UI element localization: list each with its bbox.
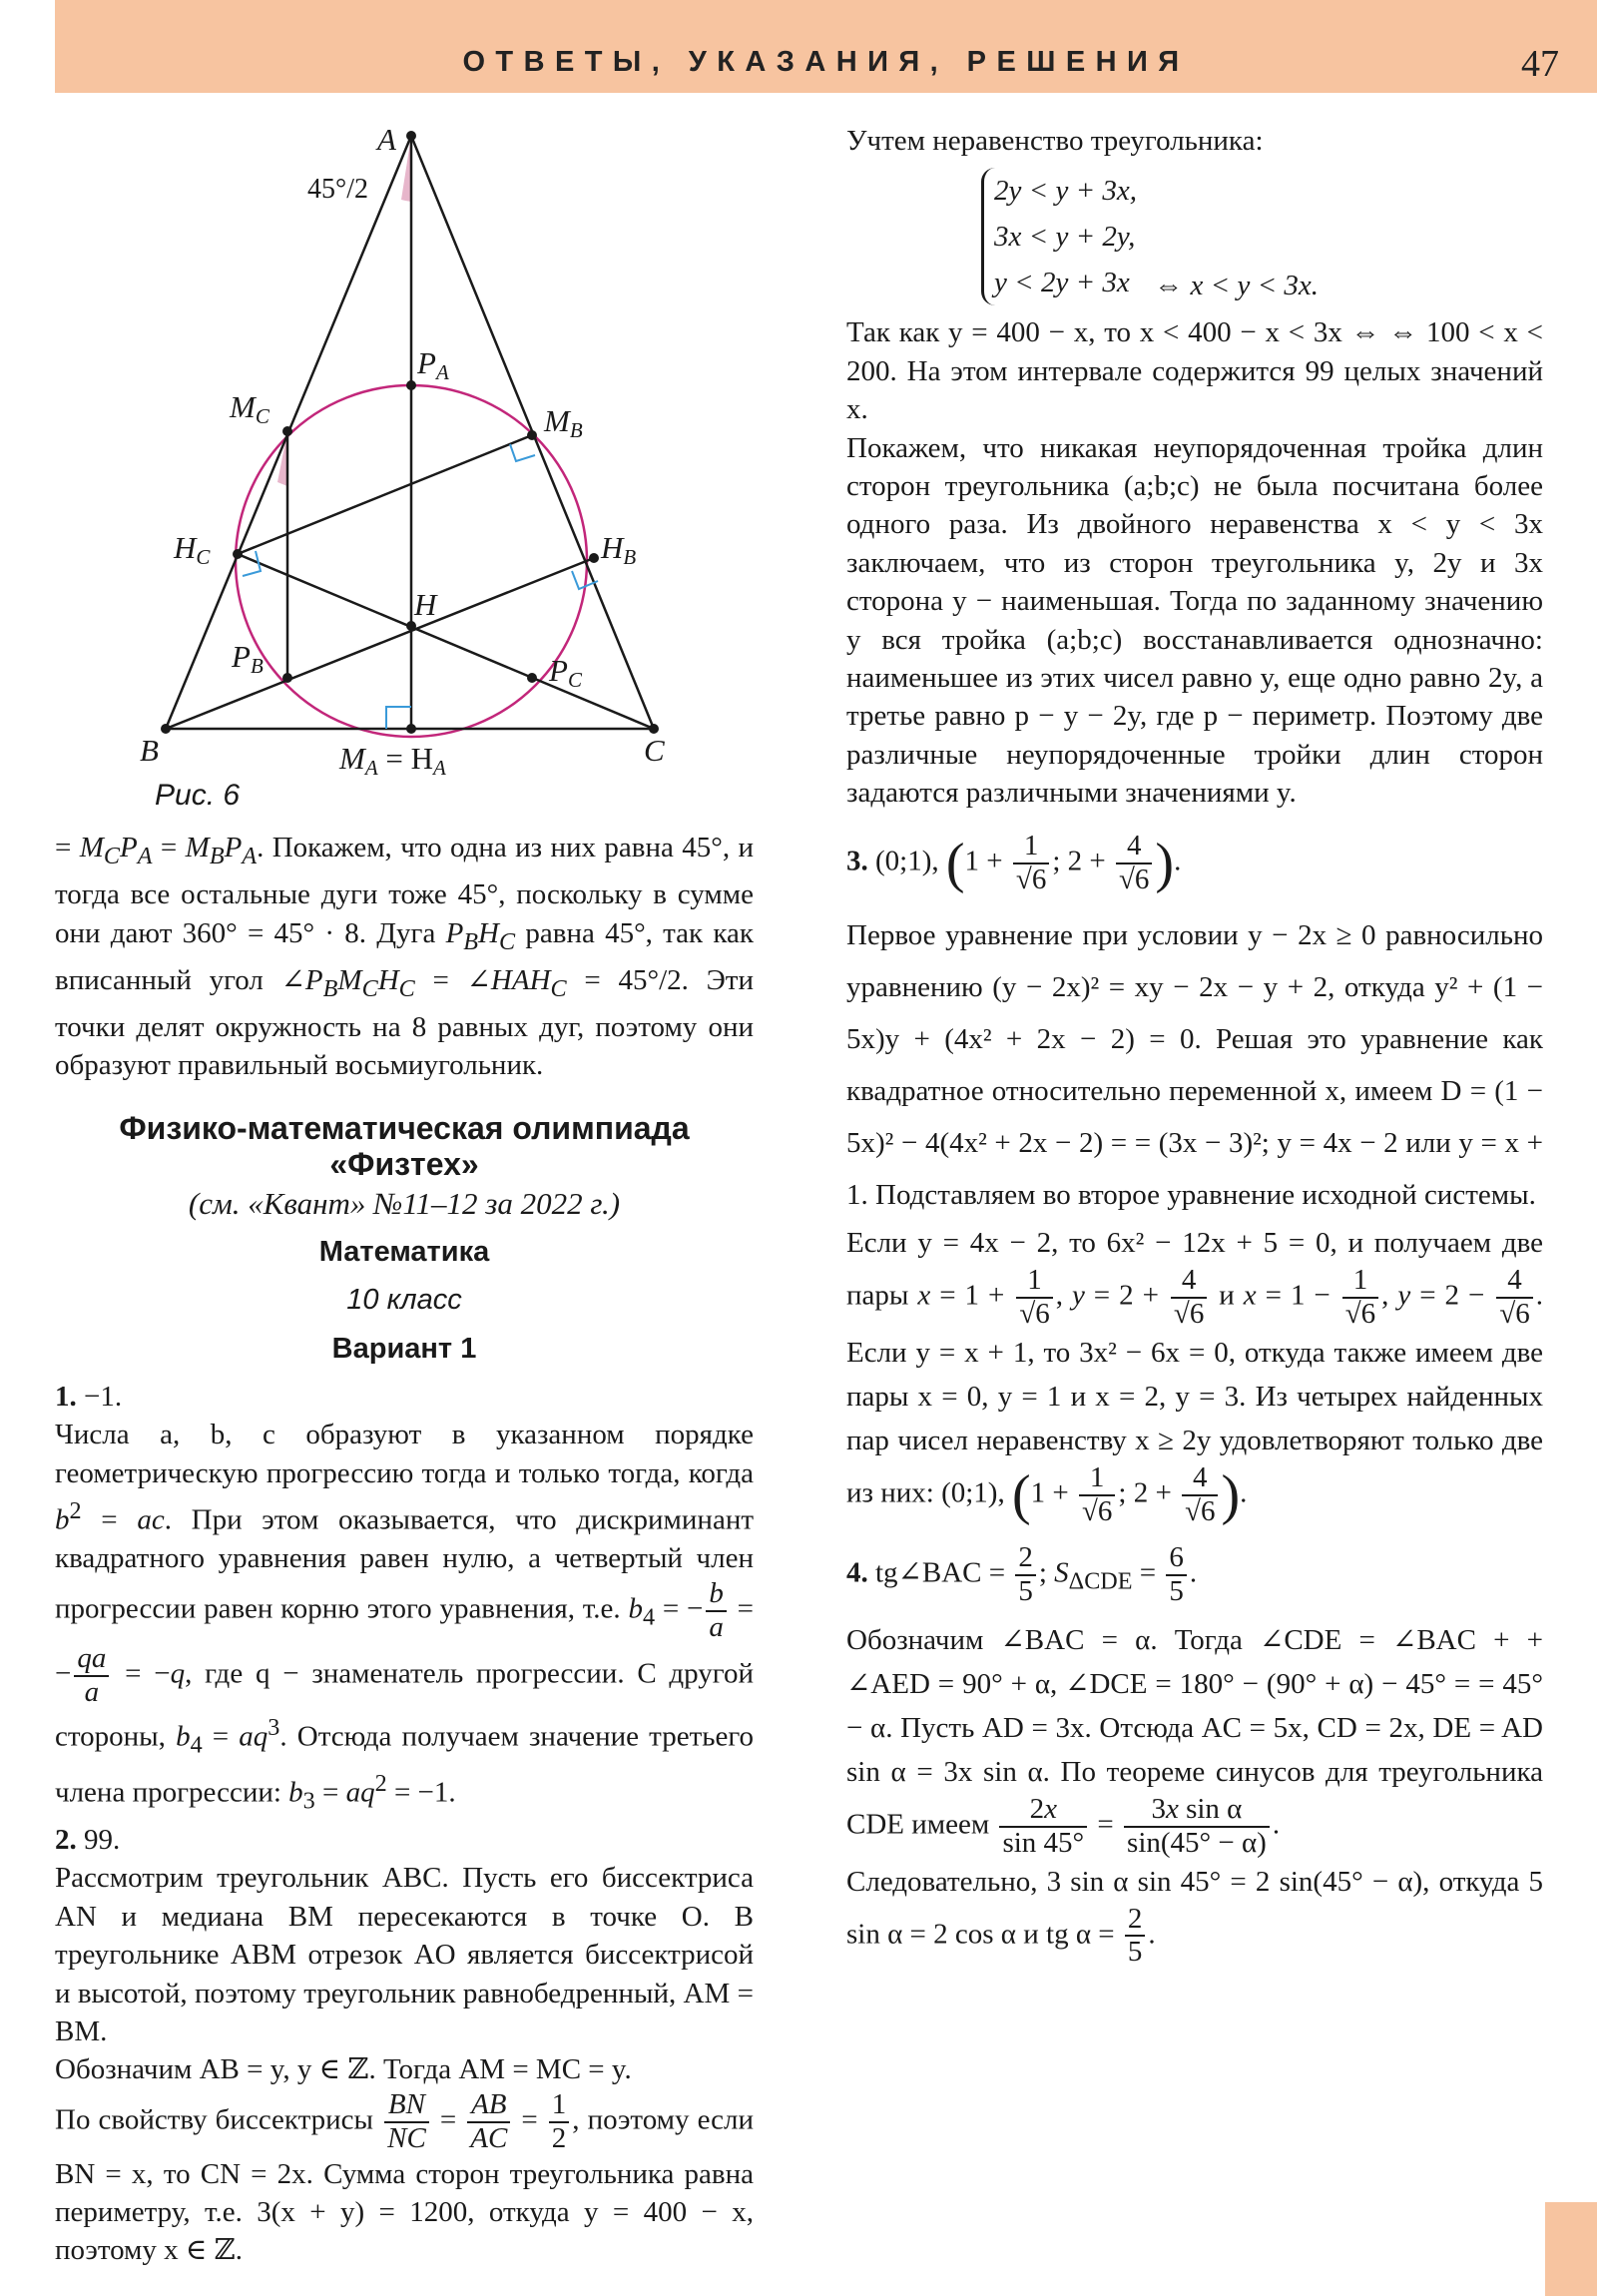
label-h: H xyxy=(414,587,437,622)
label-angle: 45°/2 xyxy=(307,174,368,205)
point-pb xyxy=(282,673,292,683)
point-h xyxy=(406,621,416,631)
intro-paragraph: = $M_CP_A = M_BP_A$. Покажем, что одна из них равна 45°, и тогда все остальные дуги тоже 45°, поскольку в сумме они дают 360° = 45° · 8. Дуга $P_BH_C$ равна 45°, так как вписанный угол $\angle P_BM_CH_C$ = $\angle HAH_C = 45^\circ/2$. Эти точки делят окружность на 8 равных дуг, поэтому они образуют правильный восьмиугольник. xyxy=(55,832,755,1082)
right-paragraph-2: Так как y = 400 − x, то x < 400 − x < 3x ⇔ ⇔ 100 < x < 200. На этом интервале содержится 99 целых значений x. xyxy=(846,316,1543,426)
inequality-system xyxy=(981,168,1543,305)
problem-2-text-2: Обозначим AB = y, y ∈ ℤ. Тогда AM = MC = y. xyxy=(55,2053,632,2086)
point-a xyxy=(406,131,416,141)
header-title: ОТВЕТЫ, УКАЗАНИЯ, РЕШЕНИЯ xyxy=(462,46,1190,78)
label-hc: HC xyxy=(174,530,211,569)
altitude-b xyxy=(166,558,594,729)
problem-1-text: Числа a, b, c образуют в указанном порядке геометрическую прогрессию тогда и только тогда, когда $b^2$ = ac. При этом оказывается, что дискриминант квадратного уравнения равен нулю, а четвертый член прогрессии равен корню этого уравнения, т.е. $b_4$ = − $\frac{b}{a}$ = − $\frac{qa}{a}$ = −q, где q − знаменатель прогрессии. С другой стороны, $b_4 = aq^3$. Отсюда получаем значение третьего члена прогрессии: $b_3 = aq^2 = -1$. xyxy=(55,1419,755,1815)
problem-4-answer: 4. tg∠BAC = $\frac{2}{5}$ ; $S_{\Delta CDE}$ = $\frac{6}{5}$ . xyxy=(846,1541,1198,1607)
label-pa: PA xyxy=(417,345,449,384)
point-ma xyxy=(406,724,416,734)
left-solutions xyxy=(55,1378,754,2270)
label-pb: PB xyxy=(232,639,264,678)
geometry-figure xyxy=(140,122,699,821)
label-mb: MB xyxy=(544,403,583,442)
segment-hc-mb xyxy=(238,435,532,554)
figure-caption: Рис. 6 xyxy=(155,779,241,812)
label-a: A xyxy=(377,122,396,157)
right-angle-mb xyxy=(510,444,535,461)
olympiad-title-2: «Физтех» xyxy=(329,1146,479,1182)
right-angle-hc xyxy=(243,551,261,576)
point-pc xyxy=(527,673,537,683)
olympiad-reference: (см. «Квант» №11–12 за 2022 г.) xyxy=(188,1186,621,1221)
side-tab xyxy=(1545,2202,1597,2296)
problem-2-text-3: По свойству биссектрисы $\frac{BN}{NC}$ = $\frac{AB}{AC}$ = $\frac{1}{2}$ , поэтому если BN = x, то CN = 2x. Сумма сторон треугольника равна периметру, т.е. 3(x + y) = 1200, откуда y = 400 − x, поэтому x ∈ ℤ. xyxy=(55,2087,755,2267)
point-hb xyxy=(589,553,599,563)
grade-title: 10 класс xyxy=(346,1284,462,1316)
point-b xyxy=(161,724,171,734)
label-mc: MC xyxy=(230,389,269,428)
right-paragraph-5: Если y = 4x − 2, то 6x² − 12x + 5 = 0, и получаем две пары x = 1 + $\frac{1}{√6}$ , y = 2 + $\frac{4}{√6}$ и x = 1 − $\frac{1}{√6}$ , y = 2 − $\frac{4}{√6}$ . Если y = x + 1, то 3x² − 6x = 0, откуда также имеем две пары x = 0, y = 1 и x = 2, y = 3. Из четырех найденных пар чисел неравенству x ≥ 2y удовлетворяют только две из них: (0;1), (1 + $\frac{1}{√6}$ ; 2 + $\frac{4}{√6}$ ). xyxy=(846,1227,1543,1528)
label-c: C xyxy=(644,733,665,768)
system-brace: 2y < y + 3x, 3x < y + 2y, y < 2y + 3x xyxy=(981,168,1137,305)
subject-title: Математика xyxy=(318,1236,490,1268)
right-paragraph-6: Обозначим ∠BAC = α. Тогда ∠CDE = ∠BAC + + ∠AED = 90° + α, ∠DCE = 180° − (90° + α) − 45° = = 45° − α. Пусть AD = 3x. Отсюда AC = 5x, CD = 2x, DE = AD sin α = 3x sin α. По теореме синусов для треугольника CDE имеем $\frac{2x}{\sin 45^\circ}$ = $\frac{\text{3x sin α}}{\sin(45^\circ - \alpha)}$ . xyxy=(846,1623,1543,1859)
altitude-c xyxy=(238,554,654,729)
right-paragraph-4: Первое уравнение при условии y − 2x ≥ 0 равносильно уравнению (y − 2x)² = xy − 2x − y + 2, откуда y² + (1 − 5x)y + (4x² + 2x − 2) = 0. Решая это уравнение как квадратное относительно переменной x, имеем D = (1 − 5x)² − 4(4x² + 2x − 2) = = (3x − 3)²; y = 4x − 2 или y = x + 1. Подставляем во второе уравнение исходной системы. xyxy=(846,919,1543,1212)
left-intro xyxy=(55,829,754,1085)
variant-title: Вариант 1 xyxy=(331,1333,477,1365)
point-mc xyxy=(282,426,292,436)
problem-2-answer: 2. 99. xyxy=(55,1823,121,1856)
olympiad-title-1: Физико-математическая олимпиада xyxy=(119,1110,690,1146)
page-header xyxy=(55,0,1597,93)
right-paragraph-1: Учтем неравенство треугольника: xyxy=(846,125,1264,157)
problem-1-answer: 1. −1. xyxy=(55,1381,123,1413)
right-paragraph-3: Покажем, что никакая неупорядоченная тройка длин сторон треугольника (a;b;c) не была посчитана более одного раза. Из двойного неравенства x < y < 3x заключаем, что из сторон треугольника y, 2y и 3x сторона y − наименьшая. Тогда по заданному значению y вся тройка (a;b;c) восстанавливается однозначно: наименьшее из этих чисел равно y, еще одно равно 2y, а третье равно p − y − 2y, где p − периметр. Поэтому две различные неупорядоченные тройки длин сторон задаются различными значениями y. xyxy=(846,431,1543,810)
page-number: 47 xyxy=(1521,43,1559,85)
problem-3-answer: 3. (0;1), (1 + $\frac{1}{√6}$ ; 2 + $\frac{4}{√6}$ ). xyxy=(846,829,1182,895)
label-pc: PC xyxy=(549,653,582,692)
right-column xyxy=(846,122,1543,1969)
right-paragraph-7: Следовательно, 3 sin α sin 45° = 2 sin(45° − α), откуда 5 sin α = 2 cos α и tg α = $\frac{2}{5}$ . xyxy=(846,1865,1543,1969)
point-pa xyxy=(406,380,416,390)
point-mb xyxy=(527,430,537,440)
label-hb: HB xyxy=(601,530,637,569)
label-ma-ha: MA = HA xyxy=(339,741,446,780)
problem-2-text-1: Рассмотрим треугольник ABC. Пусть его биссектриса AN и медиана BM пересекаются в точке O. В треугольнике ABM отрезок AO является биссектрисой и высотой, поэтому треугольник равнобедренный, AM = BM. xyxy=(55,1862,754,2047)
system-result: ⇔ x < y < 3x. xyxy=(1154,269,1320,301)
point-hc xyxy=(233,549,243,559)
label-b: B xyxy=(140,733,159,768)
